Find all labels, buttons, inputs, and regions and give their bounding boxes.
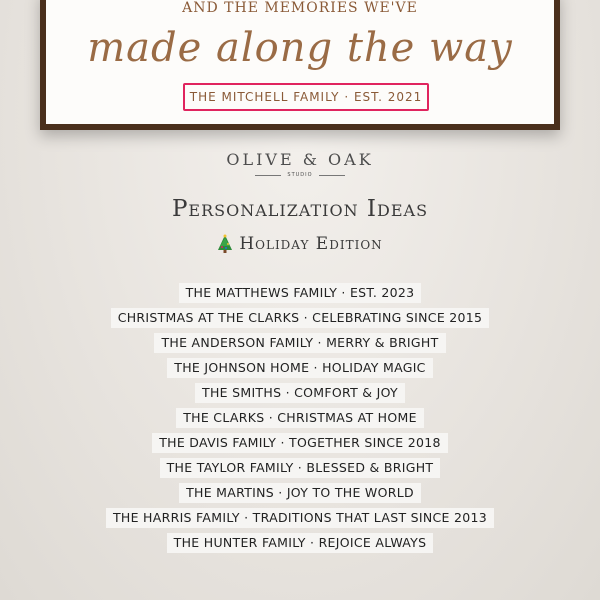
- ideas-list: [0, 283, 600, 558]
- list-item: THE DAVIS FAMILY · TOGETHER SINCE 2018: [152, 433, 448, 453]
- list-item: THE HARRIS FAMILY · TRADITIONS THAT LAST SINCE 2013: [106, 508, 494, 528]
- list-item: THE SMITHS · COMFORT & JOY: [195, 383, 405, 403]
- subtitle-label: Holiday Edition: [239, 234, 383, 254]
- brand-sub-label: STUDIO: [287, 172, 313, 178]
- wooden-sign: [40, 0, 560, 130]
- sign-family-highlight: THE MITCHELL FAMILY · EST. 2021: [183, 83, 429, 111]
- sign-script-line: made along the way: [87, 25, 513, 71]
- list-item: THE MATTHEWS FAMILY · EST. 2023: [179, 283, 422, 303]
- page-subtitle: [0, 234, 600, 254]
- list-item: THE JOHNSON HOME · HOLIDAY MAGIC: [167, 358, 432, 378]
- brand-logo: [0, 150, 600, 178]
- list-item: THE HUNTER FAMILY · REJOICE ALWAYS: [167, 533, 434, 553]
- brand-sub: [0, 172, 600, 178]
- brand-rule-right: [319, 175, 345, 176]
- list-item: THE TAYLOR FAMILY · BLESSED & BRIGHT: [160, 458, 441, 478]
- list-item: THE ANDERSON FAMILY · MERRY & BRIGHT: [154, 333, 445, 353]
- brand-name: OLIVE & OAK: [226, 150, 374, 169]
- list-item: THE CLARKS · CHRISTMAS AT HOME: [176, 408, 424, 428]
- list-item: THE MARTINS · JOY TO THE WORLD: [179, 483, 421, 503]
- brand-rule-left: [255, 175, 281, 176]
- list-item: CHRISTMAS AT THE CLARKS · CELEBRATING SINCE 2015: [111, 308, 490, 328]
- christmas-tree-icon: [217, 234, 233, 254]
- sign-line-1: AND THE MEMORIES WE'VE: [182, 0, 418, 16]
- page-title: Personalization Ideas: [171, 196, 429, 222]
